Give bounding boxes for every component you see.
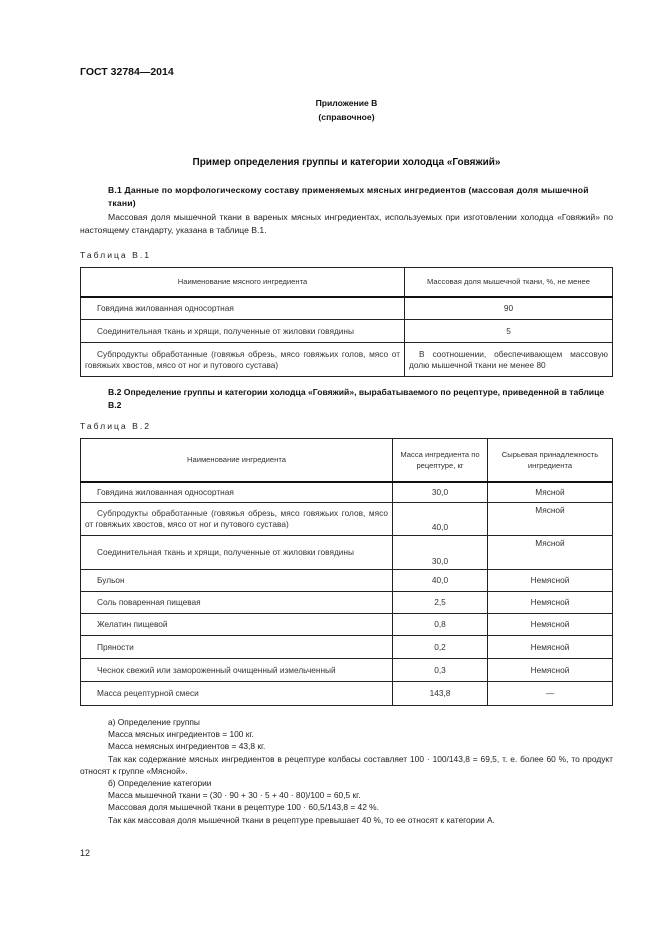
table-row: Соединительная ткань и хрящи, полученные от жиловки говядины 5 [81, 320, 613, 343]
appendix-title: Приложение В [315, 98, 378, 108]
section-b1-heading: В.1 Данные по морфологическому составу применяемых мясных ингредиентов (массовая доля мышечной ткани) [108, 185, 589, 208]
table-row: Говядина жилованная односортная 90 [81, 297, 613, 320]
appendix-heading [80, 96, 613, 124]
table1-caption: Таблица В.1 [80, 250, 151, 260]
appendix-subtitle: (справочное) [318, 112, 375, 122]
main-title: Пример определения группы и категории холодца «Говяжий» [192, 157, 501, 168]
table2-header: Масса ингредиента по рецептуре, кг [393, 439, 488, 482]
table1-header: Массовая доля мышечной ткани, %, не менее [405, 268, 613, 297]
table-b2 [80, 438, 613, 706]
page-number: 12 [80, 848, 91, 858]
table1-header: Наименование мясного ингредиента [81, 268, 405, 297]
table-row: Субпродукты обработанные (говяжья обрезь, мясо говяжьих голов, мясо от говяжьих хвостов, мясо от ног и путового сустава) В соотношении, обеспечивающем массовую долю мышечной ткани не менее 80 [81, 343, 613, 377]
table-row: Говядина жилованная односортная 30,0 Мясной [81, 482, 613, 503]
table-b1 [80, 267, 613, 377]
section-b2-heading: В.2 Определение группы и категории холодца «Говяжий», вырабатываемого по рецептуре, приведенной в таблице В.2 [108, 387, 605, 410]
table-row: Субпродукты обработанные (говяжья обрезь, мясо говяжьих голов, мясо от говяжьих хвостов, мясо от ног и путового сустава) 40,0 Мясной [81, 503, 613, 536]
table2-header: Наименование ингредиента [81, 439, 393, 482]
table2-caption: Таблица В.2 [80, 421, 151, 431]
calculation-text: а) Определение группы Масса мясных ингредиентов = 100 кг. Масса немясных ингредиентов = 43,8 кг. Так как содержание мясных ингредиентов в рецептуре колбасы составляет 100 · 100/143,8 = 69,5, т. е. более 60 %, то продукт относят к группе «Мясной». б) Определение категории Масса мышечной ткани = (30 · 90 + 30 · 5 + 40 · 80)/100 = 60,5 кг. Массовая доля мышечной ткани в рецептуре 100 · 60,5/143,8 = 42 %. Так как массовая доля мышечной ткани в рецептуре превышает 40 %, то ее относят к категории А. [80, 717, 613, 825]
document-header: ГОСТ 32784—2014 [80, 66, 174, 78]
table-row: Соединительная ткань и хрящи, полученные от жиловки говядины 30,0 Мясной [81, 536, 613, 570]
section-b1-text: Массовая доля мышечной ткани в вареных мясных ингредиентах, используемых при изготовлении холодца «Говяжий» по настоящему стандарту, указана в таблице В.1. [80, 212, 613, 235]
table-row: Чеснок свежий или замороженный очищенный измельченный 0,3 Немясной [81, 659, 613, 682]
table-row: Желатин пищевой 0,8 Немясной [81, 614, 613, 636]
table-row: Пряности 0,2 Немясной [81, 636, 613, 659]
table-row: Бульон 40,0 Немясной [81, 570, 613, 592]
table2-header: Сырьевая принадлежность ингредиента [488, 439, 613, 482]
table-row: Соль поваренная пищевая 2,5 Немясной [81, 592, 613, 614]
table-row: Масса рецептурной смеси 143,8 — [81, 682, 613, 706]
